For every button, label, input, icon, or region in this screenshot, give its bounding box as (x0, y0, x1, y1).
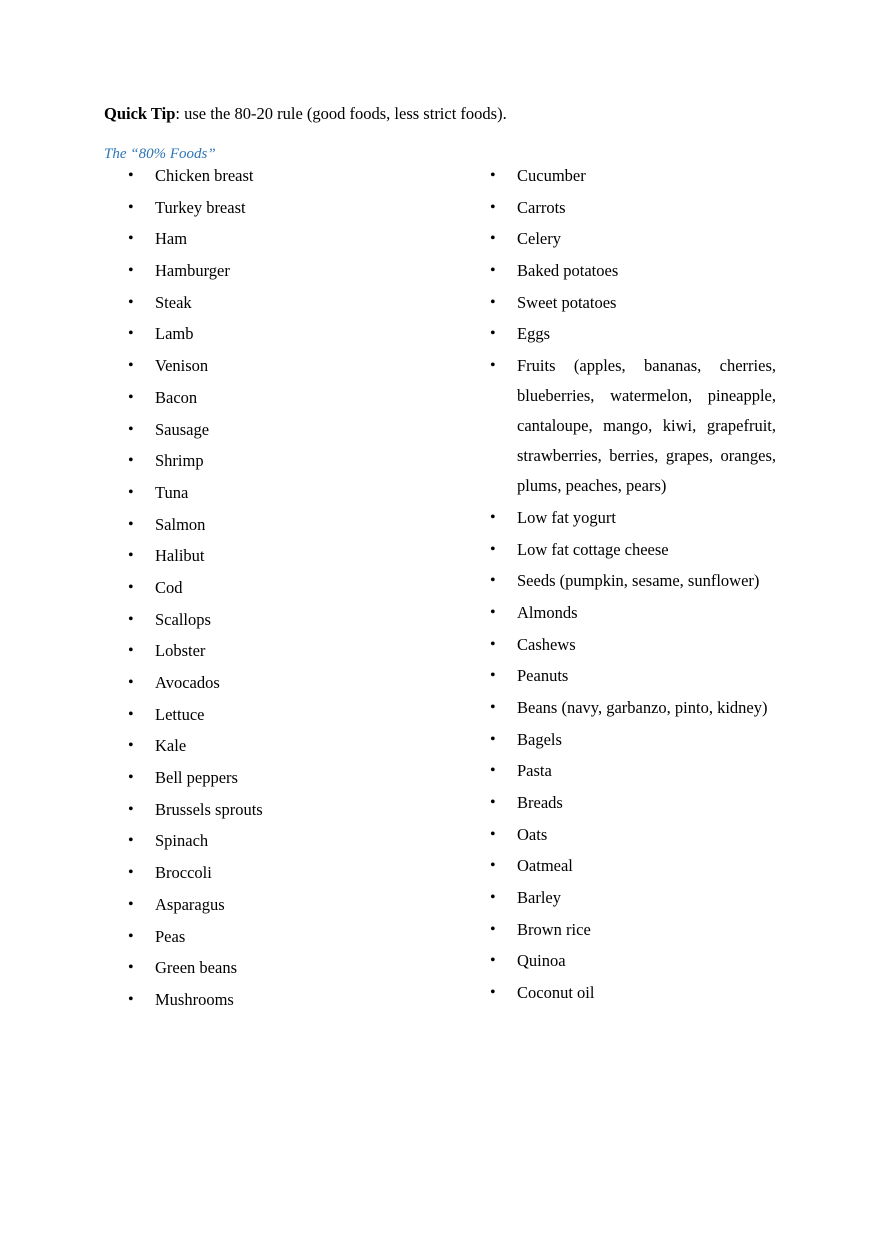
list-item-text: Pasta (517, 761, 552, 781)
bullet-icon: • (128, 642, 134, 660)
list-item-text: Sweet potatoes (517, 292, 617, 312)
list-item (128, 261, 428, 293)
list-item-text: Celery (517, 229, 561, 249)
list-item-text: Halibut (155, 546, 205, 566)
list-item-text: Steak (155, 292, 192, 312)
list-item (490, 198, 776, 230)
list-item (128, 388, 428, 420)
list-item (490, 825, 776, 857)
list-item-text: Avocados (155, 673, 220, 692)
bullet-icon: • (490, 794, 496, 811)
list-item-text: Low fat yogurt (517, 507, 616, 527)
list-item (128, 546, 428, 578)
list-item-text: Bagels (517, 729, 562, 749)
list-item (128, 736, 428, 768)
bullet-icon: • (128, 769, 134, 787)
list-item (490, 351, 776, 508)
list-item-text: Asparagus (155, 894, 225, 914)
bullet-icon: • (490, 920, 496, 938)
bullet-icon: • (128, 483, 134, 501)
list-item (490, 793, 776, 825)
list-item (128, 863, 428, 895)
bullet-icon: • (128, 293, 134, 311)
list-item-text: Venison (155, 356, 209, 376)
list-item (490, 571, 776, 603)
bullet-icon: • (128, 737, 134, 755)
list-item (128, 641, 428, 673)
section-heading: The “80% Foods” (104, 146, 216, 162)
list-item-text: Ham (155, 229, 188, 249)
list-item (490, 540, 776, 572)
list-item-text: Cod (155, 577, 183, 597)
food-list-right (490, 166, 776, 1015)
list-item-text: Peanuts (517, 666, 569, 686)
list-item-text: Cashews (517, 634, 576, 654)
list-item-text: Oats (517, 824, 548, 844)
list-item (490, 730, 776, 762)
list-item (128, 958, 428, 990)
bullet-icon: • (128, 198, 134, 216)
food-list-left (128, 166, 428, 1022)
bullet-icon: • (128, 452, 134, 470)
list-item (490, 951, 776, 983)
list-item (128, 800, 428, 832)
bullet-icon: • (128, 262, 134, 280)
bullet-icon: • (128, 230, 134, 248)
list-item-text: Spinach (155, 831, 209, 851)
list-item (490, 229, 776, 261)
bullet-icon: • (490, 889, 496, 907)
list-item-text: Lettuce (155, 704, 205, 724)
bullet-icon: • (128, 864, 134, 882)
list-item (490, 603, 776, 635)
list-item (490, 983, 776, 1015)
list-item (490, 635, 776, 667)
list-item (490, 761, 776, 793)
list-item (128, 705, 428, 737)
list-item (490, 888, 776, 920)
list-item (490, 293, 776, 325)
bullet-icon: • (128, 420, 134, 438)
list-item-text: Eggs (517, 324, 550, 344)
list-item-text: Lobster (155, 641, 206, 661)
bullet-icon: • (490, 198, 496, 216)
quick-tip (104, 104, 507, 124)
list-item (128, 356, 428, 388)
bullet-icon: • (490, 825, 496, 843)
list-item (490, 666, 776, 698)
list-item (128, 578, 428, 610)
list-item-text: Tuna (155, 482, 189, 502)
bullet-icon: • (490, 762, 496, 780)
bullet-icon: • (490, 857, 496, 875)
list-item-text: Bell peppers (155, 768, 238, 788)
list-item (490, 261, 776, 293)
bullet-icon: • (128, 990, 134, 1008)
list-item (128, 927, 428, 959)
bullet-icon: • (490, 952, 496, 970)
list-item-text: Sausage (155, 419, 210, 439)
bullet-icon: • (490, 508, 496, 526)
list-item (128, 515, 428, 547)
list-item-text: Mushrooms (155, 989, 234, 1009)
list-item-text: Shrimp (155, 451, 204, 471)
bullet-icon: • (490, 698, 496, 716)
list-item-text: Almonds (517, 602, 578, 622)
list-item-text: Salmon (155, 514, 206, 534)
list-item-text: Kale (155, 736, 187, 756)
list-item-text: Peas (155, 926, 186, 946)
list-item-text: Breads (517, 793, 563, 812)
bullet-icon: • (128, 927, 134, 945)
list-item-text: Oatmeal (517, 856, 573, 876)
bullet-icon: • (128, 357, 134, 375)
list-item (128, 768, 428, 800)
list-item (128, 451, 428, 483)
list-item-text: Quinoa (517, 951, 566, 971)
list-item (128, 610, 428, 642)
list-item-text: Seeds (pumpkin, sesame, sunflower) (517, 571, 760, 591)
bullet-icon: • (490, 984, 496, 1002)
bullet-icon: • (490, 635, 496, 653)
quick-tip-label: Quick Tip (104, 104, 176, 123)
list-item (490, 508, 776, 540)
bullet-icon: • (490, 540, 496, 558)
list-item-text: Turkey breast (155, 197, 246, 217)
bullet-icon: • (128, 610, 134, 628)
list-item-text: Hamburger (155, 261, 230, 281)
bullet-icon: • (128, 325, 134, 343)
bullet-icon: • (490, 667, 496, 685)
bullet-icon: • (490, 262, 496, 280)
list-item-text: Lamb (155, 324, 194, 344)
bullet-icon: • (128, 388, 134, 406)
list-item-text: Fruits (apples, bananas, cherries, blueberries, watermelon, pineapple, cantaloupe, mango, kiwi, grapefruit, strawberries, berries, grapes, oranges, plums, peaches, pears) (517, 356, 776, 496)
list-item-text: Chicken breast (155, 166, 254, 185)
list-item-text: Carrots (517, 197, 566, 217)
list-item-text: Low fat cottage cheese (517, 539, 669, 559)
bullet-icon: • (128, 705, 134, 723)
bullet-icon: • (490, 572, 496, 590)
list-item (128, 895, 428, 927)
quick-tip-text: : use the 80-20 rule (good foods, less strict foods). (175, 104, 507, 123)
list-item (490, 920, 776, 952)
list-item-text: Coconut oil (517, 983, 595, 1003)
bullet-icon: • (490, 230, 496, 248)
bullet-icon: • (490, 603, 496, 621)
list-item (128, 420, 428, 452)
list-item (128, 293, 428, 325)
list-item (128, 990, 428, 1022)
list-item-text: Broccoli (155, 863, 212, 883)
list-item-text: Baked potatoes (517, 261, 619, 281)
bullet-icon: • (490, 167, 496, 184)
list-item (128, 166, 428, 198)
list-item (490, 856, 776, 888)
list-item-text: Barley (517, 888, 561, 908)
list-item-text: Green beans (155, 958, 238, 978)
bullet-icon: • (128, 578, 134, 596)
list-item (128, 673, 428, 705)
list-item (490, 166, 776, 198)
list-item-text: Beans (navy, garbanzo, pinto, kidney) (517, 697, 768, 717)
bullet-icon: • (490, 357, 496, 375)
list-item-text: Brussels sprouts (155, 799, 263, 819)
bullet-icon: • (128, 959, 134, 977)
list-item (128, 831, 428, 863)
list-item (128, 229, 428, 261)
list-item-text: Scallops (155, 609, 211, 629)
list-item (490, 698, 776, 730)
bullet-icon: • (128, 895, 134, 913)
bullet-icon: • (490, 293, 496, 311)
bullet-icon: • (490, 730, 496, 748)
bullet-icon: • (128, 547, 134, 565)
list-item (128, 483, 428, 515)
list-item-text: Bacon (155, 387, 198, 407)
bullet-icon: • (128, 167, 134, 184)
bullet-icon: • (128, 800, 134, 818)
bullet-icon: • (490, 325, 496, 343)
bullet-icon: • (128, 515, 134, 533)
list-item-text: Brown rice (517, 919, 591, 939)
bullet-icon: • (128, 674, 134, 691)
list-item-text: Cucumber (517, 166, 586, 185)
bullet-icon: • (128, 832, 134, 850)
list-item (128, 198, 428, 230)
list-item (128, 324, 428, 356)
